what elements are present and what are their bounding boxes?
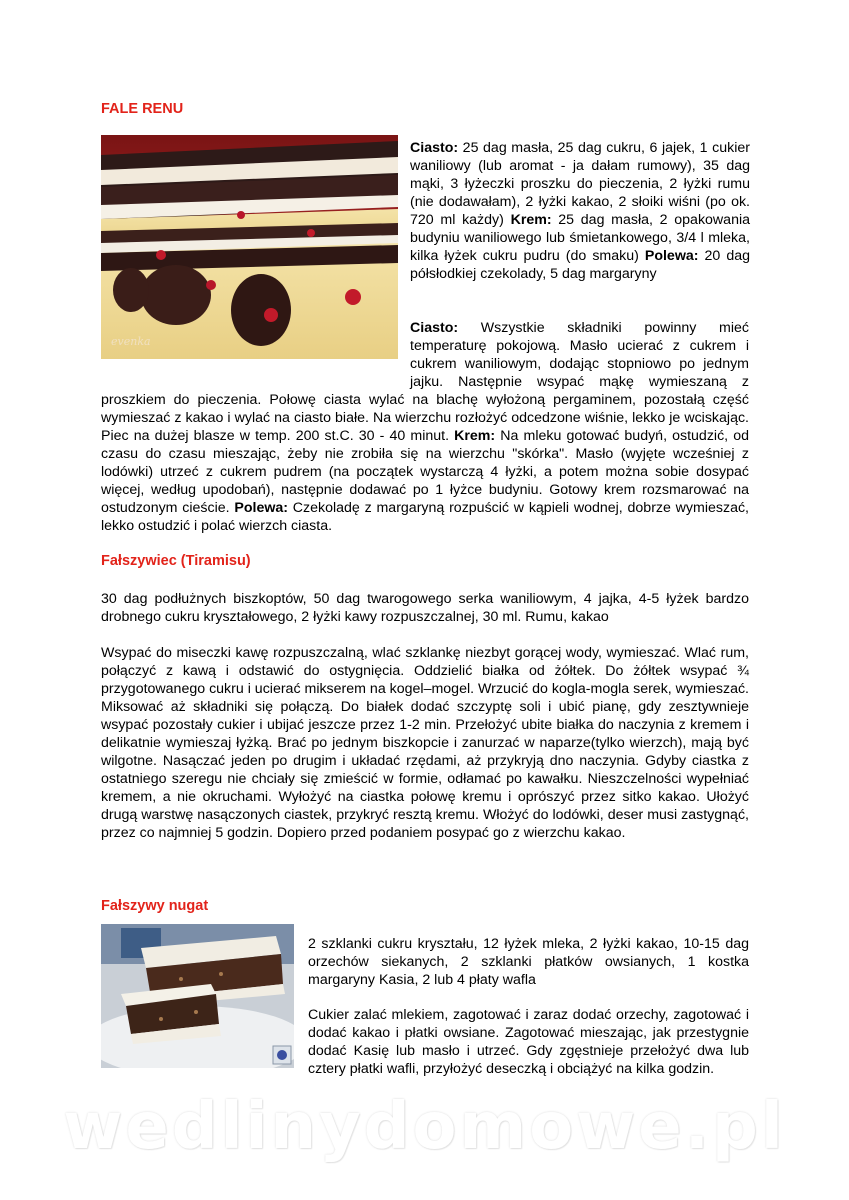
photo-signature: evenka — [111, 335, 151, 348]
ingredients-polewa: 20 dag półsłodkiej czekolady, 5 dag margaryny — [410, 248, 750, 282]
label-polewa: Polewa: — [644, 248, 699, 264]
ingredients-text: 30 dag podłużnych biszkoptów, 50 dag twarogowego serka waniliowym, 4 jajka, 4-5 łyżek bardzo drobnego cukru kryształowego, 2 łyżki kawy rozpuszczalnej, 30 ml. Rumu, kakao — [101, 591, 749, 625]
method-label-krem: Krem: — [454, 428, 496, 444]
recipe-ingredients-falszywy-nugat — [308, 935, 749, 989]
label-ciasto: Ciasto: — [410, 140, 459, 156]
watermark: wedlinydomowe.pl — [63, 1090, 786, 1164]
method-ciasto: Wszystkie składniki powinny mieć temperaturę pokojową. Masło ucierać z cukrem i cukrem waniliowym, dodając stopniowo po jednym jajku. Następnie wsypać mąkę wymieszaną z proszkiem do pieczenia. Połowę ciasta wylać na blachę wyłożoną pergaminem, pozostałą część wymieszać z kakao i wylać na ciasto białe. Na wierzchu rozłożyć odcedzone wiśnie, lekko je wciskając. Piec na dużej blasze w temp. 200 st.C. 30 - 40 minut. — [101, 320, 749, 444]
recipe-ingredients-fale-renu — [410, 139, 750, 283]
recipe-title-falszywiec: Fałszywiec (Tiramisu) — [101, 553, 251, 569]
recipe-title-fale-renu: FALE RENU — [101, 101, 184, 117]
method-label-ciasto: Ciasto: — [410, 320, 459, 336]
ingredients-krem: 25 dag masła, 2 opakowania budyniu waniliowego lub śmietankowego, 3/4 l mleka, kilka łyżek cukru pudru (do smaku) — [410, 212, 750, 264]
method-text: Cukier zalać mlekiem, zagotować i zaraz dodać orzechy, zagotować i dodać kakao i płatki owsiane. Zagotować mieszając, jak przestygnie dodać Kasię lub masło i utrzeć. Gdy zgęstnieje przełożyć dwa lub cztery płatki wafli, przyłożyć deseczką i obciążyć na kilka godzin. — [308, 1007, 749, 1077]
ingredients-ciasto: 25 dag masła, 25 dag cukru, 6 jajek, 1 cukier waniliowy (lub aromat - ja dałam rumowy), 35 dag mąki, 3 łyżeczki proszku do pieczenia, 2 łyżki rumu (nie dodawałam), 2 łyżki kakao, 2 słoiki wiśni (po ok. 720 ml każdy) — [410, 140, 750, 228]
method-text: Wsypać do miseczki kawę rozpuszczalną, wlać szklankę niezbyt gorącej wody, wymieszać. Wlać rum, połączyć z kawą i odstawić do ostygnięcia. Oddzielić białka od żółtek. Do żółtek wsypać ¾ przygotowanego cukru i ucierać mikserem na kogel–mogel. Wrzucić do kogla-mogla serek, wymieszać. Miksować aż składniki się połączą. Do białek dodać szczyptę soli i ubić pianę, gdy zesztywnieje wsypać pozostały cukier i ubijać jeszcze przez 1-2 min. Przełożyć ubite białka do naczynia z kremem i delikatnie wymieszaj łyżką. Brać po jednym biszkopcie i zanurzać w naparze(tylko wierzch), mają być wilgotne. Nasączać jeden po drugim i układać rzędami, aż przykryją dno naczynia. Gdyby ciastka z ostatniego szeregu nie chciały się zmieścić w formie, odłamać po kawałku. Nieszczelności wypełniać kremem, a nie okruchami. Wyłożyć na ciastka połowę kremu i oprószyć przez sitko kakao. Ułożyć drugą warstwę nasączonych ciastek, przykryć resztą kremu. Włożyć do lodówki, deser musi zastygnąć, przez co najmniej 5 godzin. Dopiero przed podaniem posypać go z wierzchu kakao. — [101, 645, 749, 841]
ingredients-text: 2 szklanki cukru kryształu, 12 łyżek mleka, 2 łyżki kakao, 10-15 dag orzechów siekanych, 2 szklanki płatków owsianych, 1 kostka margaryny Kasia, 2 lub 4 płaty wafla — [308, 936, 749, 988]
recipe-method-falszywy-nugat — [101, 1006, 749, 1078]
recipe-ingredients-falszywiec — [101, 590, 749, 626]
method-krem: Na mleku gotować budyń, ostudzić, od czasu do czasu mieszając, żeby nie zrobiła się na wierzchu "skórka". Masło (wyjęte wcześniej z lodówki) utrzeć z cukrem pudrem (na początek wystarczą 4 łyżki, a potem można sobie dosypać więcej, według upodobań), następnie dodawać po 1 łyżce budyniu. Gotowy krem rozsmarować na ostudzonym cieście. — [101, 428, 750, 516]
recipe-title-falszywy-nugat: Fałszywy nugat — [101, 898, 209, 914]
label-krem: Krem: — [510, 212, 552, 228]
method-polewa: Czekoladę z margaryną rozpuścić w kąpieli wodnej, dobrze wymieszać, lekko ostudzić i polać wierzch ciasta. — [101, 500, 749, 534]
recipe-method-fale-renu — [101, 319, 749, 535]
recipe-method-falszywiec — [101, 644, 749, 842]
method-label-polewa: Polewa: — [234, 500, 288, 516]
